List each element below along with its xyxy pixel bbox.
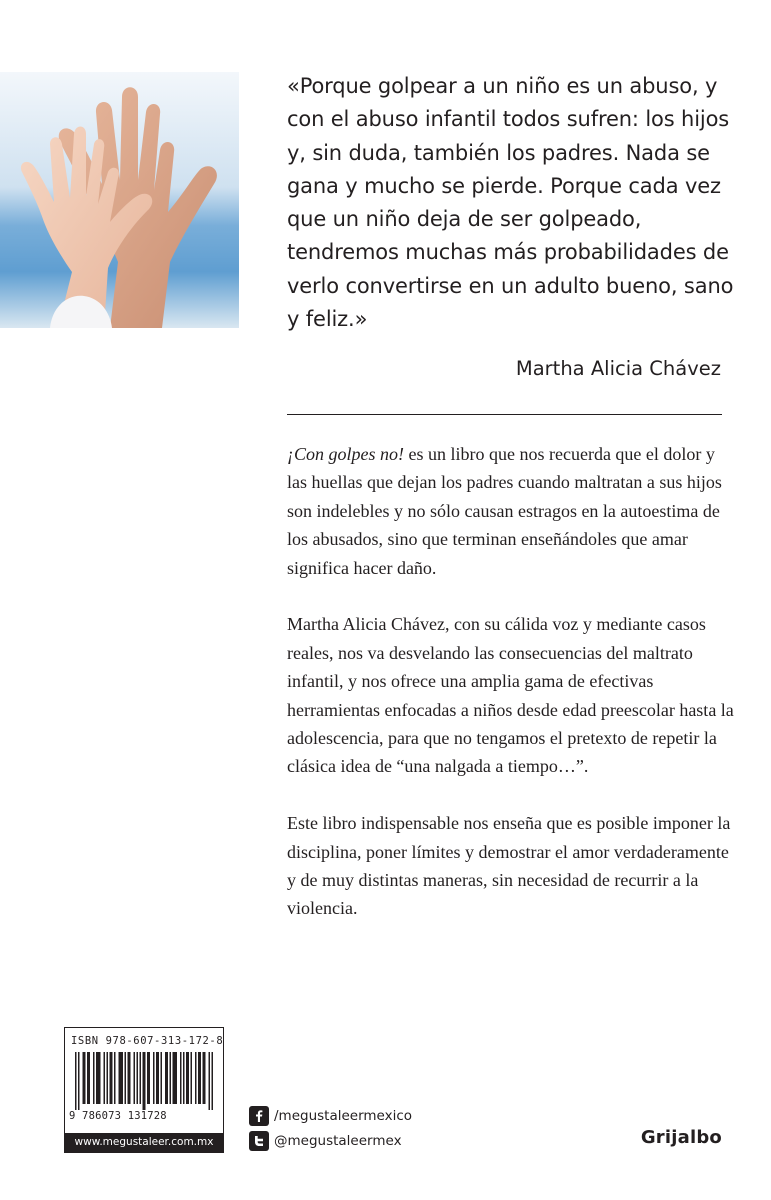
quote-author: Martha Alicia Chávez bbox=[515, 357, 721, 380]
description-paragraph-1-text: es un libro que nos recuerda que el dolor y las huellas que dejan los padres cuando maltratan a sus hijos son indelebles y no sólo causan estragos en la autoestima de los abusados, sino que terminan enseñándoles que amar significa hacer daño. bbox=[287, 444, 722, 578]
barcode-graphic bbox=[75, 1052, 213, 1110]
description-paragraph-3: Este libro indispensable nos enseña que es posible imponer la disciplina, poner límites y demostrar el amor verdaderamente y de muy distintas maneras, sin necesidad de recurrir a la violencia. bbox=[287, 813, 731, 919]
facebook-link[interactable] bbox=[249, 1106, 412, 1126]
facebook-handle: /megustaleermexico bbox=[274, 1108, 413, 1124]
description-paragraph-2: Martha Alicia Chávez, con su cálida voz y mediante casos reales, nos va desvelando las consecuencias del maltrato infantil, y nos ofrece una amplia gama de efectivas herramientas enfocadas a niños desde edad preescolar hasta la adolescencia, para que no tengamos el pretexto de repetir la clásica idea de “una nalgada a tiempo…”. bbox=[287, 614, 734, 777]
twitter-handle: @megustaleermex bbox=[274, 1133, 402, 1149]
facebook-icon bbox=[249, 1106, 269, 1126]
cover-photo-hands bbox=[0, 72, 239, 328]
book-description bbox=[287, 440, 737, 951]
pull-quote: «Porque golpear a un niño es un abuso, y con el abuso infantil todos sufren: los hijos y, sin duda, también los padres. Nada se gana y mucho se pierde. Porque cada vez que un niño deja de ser golpeado, tendremos muchas más probabilidades de verlo convertirse en un adulto bueno, sano y feliz.» bbox=[287, 74, 734, 332]
website-url[interactable]: www.megustaleer.com.mx bbox=[65, 1133, 223, 1152]
barcode-digits: 9 786073 131728 bbox=[69, 1110, 167, 1122]
book-title: ¡Con golpes no! bbox=[287, 444, 404, 464]
twitter-icon bbox=[249, 1131, 269, 1151]
hands-illustration bbox=[0, 72, 239, 328]
twitter-link[interactable] bbox=[249, 1131, 402, 1151]
publisher-logo: Grijalbo bbox=[640, 1127, 722, 1148]
isbn-label: ISBN 978-607-313-172-8 bbox=[71, 1035, 224, 1047]
divider-line bbox=[287, 414, 722, 415]
description-paragraph-1 bbox=[287, 440, 737, 582]
barcode-block bbox=[64, 1027, 224, 1153]
